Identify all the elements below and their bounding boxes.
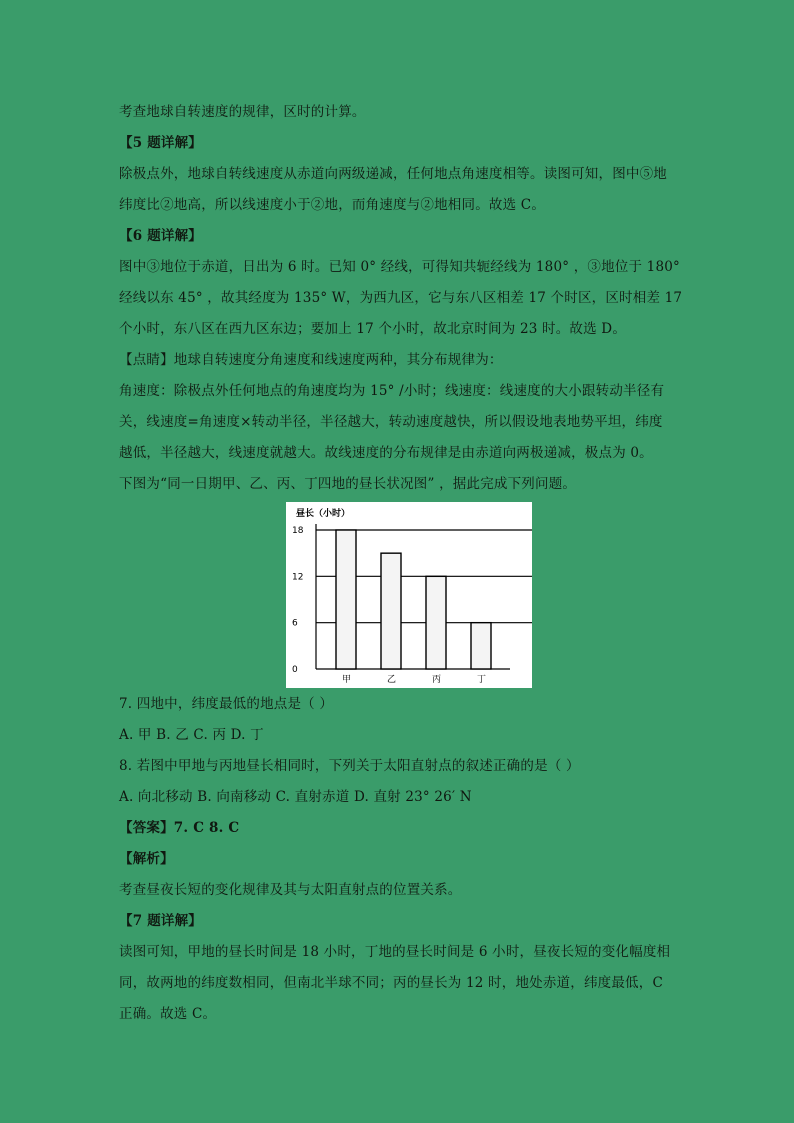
daylength-chart-svg bbox=[286, 502, 532, 688]
text-line: 经线以东 45° ，故其经度为 135° W，为西九区，它与东八区相差 17 个时区，区时相差 17 bbox=[119, 290, 683, 306]
y-tick-label: 0 bbox=[292, 665, 298, 675]
bar-丁 bbox=[471, 623, 491, 669]
section-heading: 【6 题详解】 bbox=[119, 228, 202, 244]
category-label: 丙 bbox=[432, 675, 442, 685]
text-line: 个小时，东八区在西九区东边；要加上 17 个小时，故北京时间为 23 时。故选 D。 bbox=[119, 321, 627, 337]
text-line: 关，线速度=角速度×转动半径，半径越大，转动速度越快，所以假设地表地势平坦，纬度 bbox=[119, 414, 663, 430]
text-line: 纬度比②地高，所以线速度小于②地，而角速度与②地相同。故选 C。 bbox=[119, 197, 546, 213]
text-line: 除极点外，地球自转线速度从赤道向两级递减，任何地点角速度相等。读图可知，图中⑤地 bbox=[119, 166, 667, 182]
category-layer bbox=[342, 674, 486, 685]
text-line: 同，故两地的纬度数相同，但南北半球不同；丙的昼长为 12 时，地处赤道，纬度最低，C bbox=[119, 975, 663, 991]
answer-line: 【答案】7. C 8. C bbox=[119, 820, 240, 836]
question-7: 7. 四地中，纬度最低的地点是（ ） bbox=[119, 696, 334, 712]
question-7-options: A. 甲 B. 乙 C. 丙 D. 丁 bbox=[119, 727, 264, 743]
bar-layer bbox=[336, 530, 491, 669]
bar-乙 bbox=[381, 553, 401, 669]
text-line: 下图为“同一日期甲、乙、丙、丁四地的昼长状况图” ，据此完成下列问题。 bbox=[119, 476, 577, 492]
text-line: 【点睛】地球自转速度分角速度和线速度两种，其分布规律为： bbox=[119, 352, 503, 368]
question-8-options: A. 向北移动 B. 向南移动 C. 直射赤道 D. 直射 23° 26′ N bbox=[119, 789, 472, 805]
bar-丙 bbox=[426, 576, 446, 669]
text-line: 图中③地位于赤道，日出为 6 时。已知 0° 经线，可得知共轭经线为 180° ，③地位于 180° bbox=[119, 259, 681, 275]
category-label: 丁 bbox=[477, 675, 487, 685]
text-line: 角速度：除极点外任何地点的角速度均为 15° /小时；线速度：线速度的大小跟转动半径有 bbox=[119, 383, 665, 399]
daylength-chart bbox=[286, 502, 532, 688]
text-line: 读图可知，甲地的昼长时间是 18 小时，丁地的昼长时间是 6 小时，昼夜长短的变化幅度相 bbox=[119, 944, 671, 960]
section-heading: 【5 题详解】 bbox=[119, 135, 202, 151]
y-tick-label: 18 bbox=[292, 526, 304, 536]
section-heading: 【7 题详解】 bbox=[119, 913, 202, 929]
text-line: 越低，半径越大，线速度就越大。故线速度的分布规律是由赤道向两极递减，极点为 0。 bbox=[119, 445, 653, 461]
text-line: 考查地球自转速度的规律，区时的计算。 bbox=[119, 104, 366, 120]
text-line: 考查昼夜长短的变化规律及其与太阳直射点的位置关系。 bbox=[119, 882, 462, 898]
bar-甲 bbox=[336, 530, 356, 669]
tick-layer bbox=[292, 526, 304, 675]
y-tick-label: 6 bbox=[292, 618, 298, 629]
category-label: 甲 bbox=[342, 675, 352, 685]
question-8: 8. 若图中甲地与丙地昼长相同时，下列关于太阳直射点的叙述正确的是（ ） bbox=[119, 758, 580, 774]
analysis-heading: 【解析】 bbox=[119, 851, 174, 867]
text-line: 正确。故选 C。 bbox=[119, 1006, 217, 1022]
y-tick-label: 12 bbox=[292, 572, 304, 583]
category-label: 乙 bbox=[387, 675, 397, 685]
chart-title: 昼长（小时） bbox=[296, 509, 351, 519]
